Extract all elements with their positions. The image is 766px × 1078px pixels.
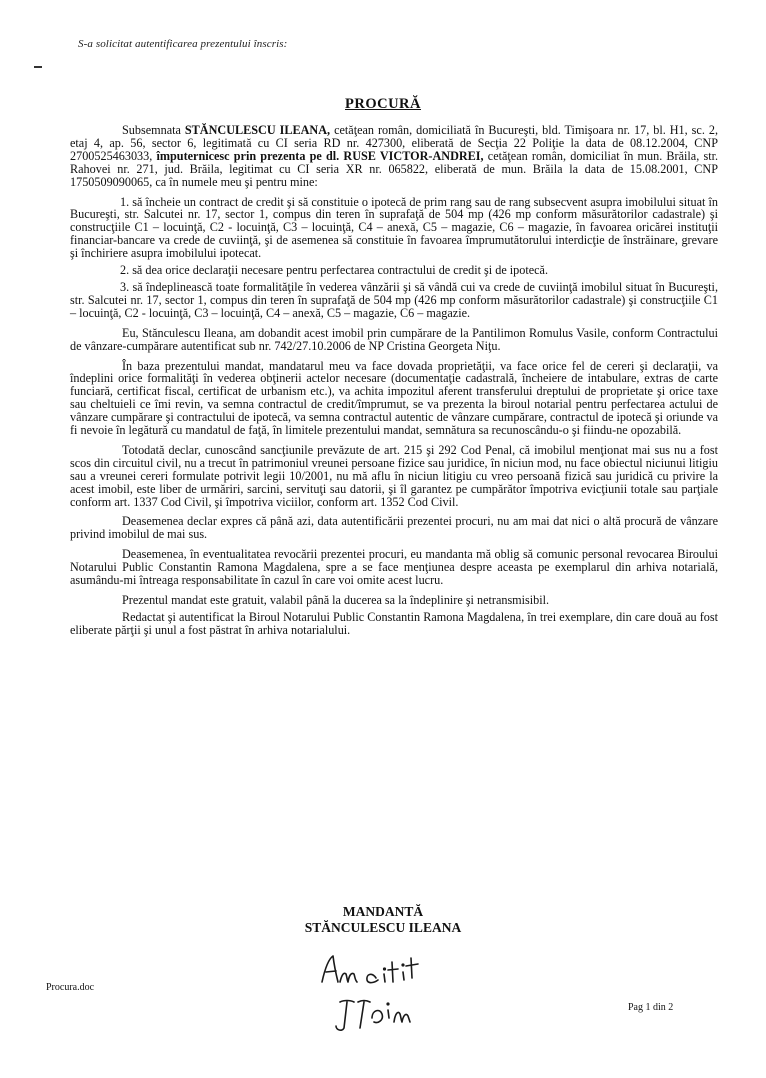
mandate-item-3: 3. să îndeplinească toate formalităţile în vederea vânzării şi să vândă cui va crede de cuviinţă imobilul situat în Bucureşti, str. Salcutei nr. 17, sector 1, compus din teren în suprafaţă de 504 mp (426 mp conform măsurătorilor cadastrale) şi construcţiile C1 – locuinţă, C2 - locuinţă, C3 – locuinţă, C4 – anexă, C5 – magazie, C6 – magazie. — [70, 279, 718, 320]
acquisition-paragraph: Eu, Stănculescu Ileana, am dobandit acest imobil prin cumpărare de la Pantilimon Romulus Vasile, conform Contractului de vânzare-cumpărare autentificat sub nr. 742/27.10.2006 de NP Cristina Georgeta Niţu. — [70, 325, 718, 353]
authentication-paragraph: Redactat şi autentificat la Biroul Notarului Public Constantin Ramona Magdalena, în trei exemplare, din care două au fost eliberate părţii şi unul a fost păstrat în arhiva notarialului. — [70, 609, 718, 637]
no-other-proxy-paragraph: Deasemenea declar expres că până azi, data autentificării prezentei procuri, nu am mai dat nici o altă procură de vânzare privind imobilul de mai sus. — [70, 514, 718, 542]
empower-phrase: împuternicesc prin prezenta pe dl. RUSE VICTOR-ANDREI, — [156, 148, 484, 163]
signature-name: STĂNCULESCU ILEANA — [304, 920, 462, 935]
mandate-scope-paragraph: În baza prezentului mandat, mandatarul meu va face dovada proprietăţii, va face orice fel de cereri şi declaraţii, va îndeplini orice formalităţi în vederea obţinerii actelor necesare (documentaţie cadastrală, încheiere de intabulare, extras de carte funciară, certificat fiscal, certificat de urbanism etc.), va achita impozitul aferent transferului dreptului de proprietate şi orice taxe sau cheltuieli ce îmi revin, va semna contractul de credit/împrumut, se va prezenta la biroul notarial pentru perfectarea actului de vânzare cumpărare şi contractului de ipotecă, va semna contractul autentic de vânzare cumpărare, contractul de ipotecă şi oriunde va fi nevoie în legătură cu mandatul de faţă, în limitele prezentului mandat, semnătura sa recunoscându-o şi fiindu-ne opozabilă. — [70, 358, 718, 438]
intro-middle: cetăţean român, domiciliată în Bucureşti, bld. Timişoara nr. 17, bl. H1, sc. 2, etaj 4, ap. 56, sector 6, legitimată cu CI seria RD nr. 427300, eliberată de Secţia 22 Poliţie la data de 08.12.2004, CNP 2700525463033, — [70, 123, 718, 163]
mandate-item-1: 1. să încheie un contract de credit şi să constituie o ipotecă de prim rang sau de rang subsecvent asupra imobilului situat în Bucureşti, str. Salcutei nr. 17, sector 1, compus din teren în suprafaţă de 504 mp (426 mp conform măsurătorilor cadastrale) şi construcţiile C1 – locuinţă, C2 - locuinţă, C3 – locuinţă, C4 – anexă, C5 – magazie, C6 – magazie, în favoarea oricărei instituţii financiar-bancare va crede de cuviinţă, şi de asemenea să constituie în favoarea împrumutătorului interdicţie de înstrăinare, grevare şi închiriere asupra imobilului ipotecat. — [70, 194, 718, 261]
margin-mark — [34, 66, 42, 68]
document-body — [70, 124, 718, 641]
signature-role: MANDANTĂ — [342, 904, 424, 919]
footer-filename: Procura.doc — [46, 982, 95, 993]
handwritten-signature — [300, 944, 460, 1034]
intro-lead: Subsemnata — [122, 123, 185, 137]
principal-name: STĂNCULESCU ILEANA, — [184, 123, 331, 137]
document-title: PROCURĂ — [345, 96, 421, 112]
revocation-paragraph: Deasemenea, în eventualitatea revocării prezentei procuri, eu mandanta mă oblig să comunic personal revocarea Biroului Notarului Public Constantin Ramona Magdalena, spre a se face menţiunea despre aceasta pe exemplarul din arhiva notarială, asumându-mi întreaga responsabilitate în cazul în care voi omite acest lucru. — [70, 547, 718, 588]
mandate-item-2: 2. să dea orice declaraţii necesare pentru perfectarea contractului de credit şi de ipotecă. — [120, 263, 549, 278]
intro-tail: cetăţean român, domiciliat în mun. Brăila, str. Rahovei nr. 271, jud. Brăila, legitimat cu CI seria XR nr. 065822, eliberată de mun. Brăila la data de 15.08.2001, CNP 1750509090065, ca în numele meu şi pentru mine: — [70, 148, 719, 189]
intro-paragraph — [70, 124, 718, 189]
authentication-request-note: S-a solicitat autentificarea prezentului înscris: — [78, 38, 288, 50]
gratuity-paragraph: Prezentul mandat este gratuit, valabil până la ducerea sa la îndeplinire şi netransmisibil. — [122, 593, 550, 607]
page-number: Pag 1 din 2 — [628, 1002, 674, 1013]
declaration-paragraph: Totodată declar, cunoscând sancţiunile prevăzute de art. 215 şi 292 Cod Penal, că imobilul menţionat mai sus nu a fost scos din circuitul civil, nu a trecut în patrimoniul vreunei persoane fizice sau juridice, în niciun mod, nu face obiectul niciunui litigiu sau a vreunei cereri formulate potrivit legii 10/2001, nu mă aflu în niciun litigiu cu vreo persoană fizică sau juridică cu privire la acest imobil, este liber de urmăriri, sarcini, servituţi sau datorii, şi îl garantez pe cumpărător împotriva evicţiunii totale sau parţiale conform art. 1337 Cod Civil, şi împotriva viciilor, conform art. 1352 Cod Civil. — [70, 442, 718, 509]
signature-block — [0, 904, 766, 936]
